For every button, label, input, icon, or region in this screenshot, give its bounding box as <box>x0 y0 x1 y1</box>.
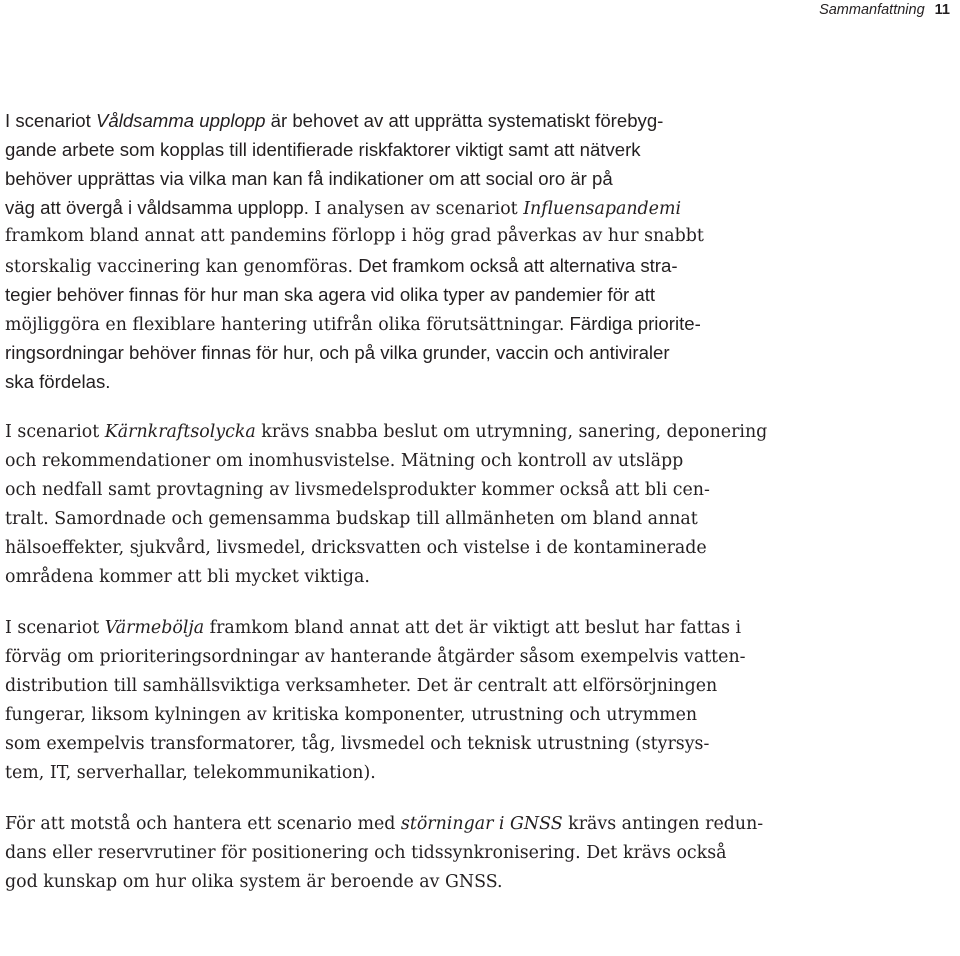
text-line: tralt. Samordnade och gemensamma budskap till allmänheten om bland annat <box>5 509 698 529</box>
paragraph-valdsamma-upplopp <box>5 106 960 396</box>
text-line: dans eller reservrutiner för positionering och tidssynkronisering. Det krävs också <box>5 843 727 863</box>
text-line: fungerar, liksom kylningen av kritiska komponenter, utrustning och utrymmen <box>5 705 698 725</box>
scenario-name: Kärnkraftsolycka <box>104 422 256 442</box>
body-text <box>5 106 960 919</box>
text-line: I scenariot Värmebölja framkom bland annat att det är viktigt att beslut har fattas i <box>5 618 742 638</box>
scenario-name: Värmebölja <box>104 618 205 638</box>
section-title: Sammanfattning <box>819 2 925 18</box>
text-line: ringsordningar behöver finnas för hur, och på vilka grunder, vaccin och antiviraler <box>5 342 670 363</box>
text-line: distribution till samhällsviktiga verksamheter. Det är centralt att elförsörjningen <box>5 676 718 696</box>
text-line: behöver upprättas via vilka man kan få indikationer om att social oro är på <box>5 168 613 189</box>
text-line: och rekommendationer om inomhusvistelse. Mätning och kontroll av utsläpp <box>5 451 684 471</box>
scenario-name: Influensapandemi <box>523 199 682 219</box>
text-line: För att motstå och hantera ett scenario med störningar i GNSS krävs antingen redun- <box>5 814 764 834</box>
paragraph-karnkraftsolycka <box>5 418 960 592</box>
text-line: ska fördelas. <box>5 371 111 392</box>
text-line: områdena kommer att bli mycket viktiga. <box>5 567 370 587</box>
text-line: väg att övergå i våldsamma upplopp. I analysen av scenariot Influensapandemi <box>5 197 682 219</box>
text-line: I scenariot Kärnkraftsolycka krävs snabba beslut om utrymning, sanering, deponering <box>5 422 768 442</box>
page-number: 11 <box>934 2 950 18</box>
text-line: framkom bland annat att pandemins förlopp i hög grad påverkas av hur snabbt <box>5 226 704 246</box>
running-head <box>819 0 950 20</box>
text-line: som exempelvis transformatorer, tåg, livsmedel och teknisk utrustning (styrsys- <box>5 734 710 754</box>
text-line: möjliggöra en flexiblare hantering utifrån olika förutsättningar. Färdiga priorite- <box>5 313 701 335</box>
paragraph-varmebolja <box>5 614 960 788</box>
text-line: gande arbete som kopplas till identifierade riskfaktorer viktigt samt att nätverk <box>5 139 641 160</box>
text-line: tem, IT, serverhallar, telekommunikation). <box>5 763 376 783</box>
paragraph-gnss <box>5 810 960 897</box>
scenario-name: störningar i GNSS <box>400 814 563 834</box>
text-line: tegier behöver finnas för hur man ska agera vid olika typer av pandemier för att <box>5 284 656 305</box>
text-line: hälsoeffekter, sjukvård, livsmedel, dricksvatten och vistelse i de kontaminerade <box>5 538 707 558</box>
text-line: förväg om prioriteringsordningar av hanterande åtgärder såsom exempelvis vatten- <box>5 647 746 667</box>
text-line: storskalig vaccinering kan genomföras. Det framkom också att alternativa stra- <box>5 255 678 277</box>
text-line: I scenariot Våldsamma upplopp är behovet av att upprätta systematiskt förebyg- <box>5 110 664 131</box>
scenario-name: Våldsamma upplopp <box>95 110 266 131</box>
text-line: och nedfall samt provtagning av livsmedelsprodukter kommer också att bli cen- <box>5 480 710 500</box>
text-line: god kunskap om hur olika system är beroende av GNSS. <box>5 872 503 892</box>
